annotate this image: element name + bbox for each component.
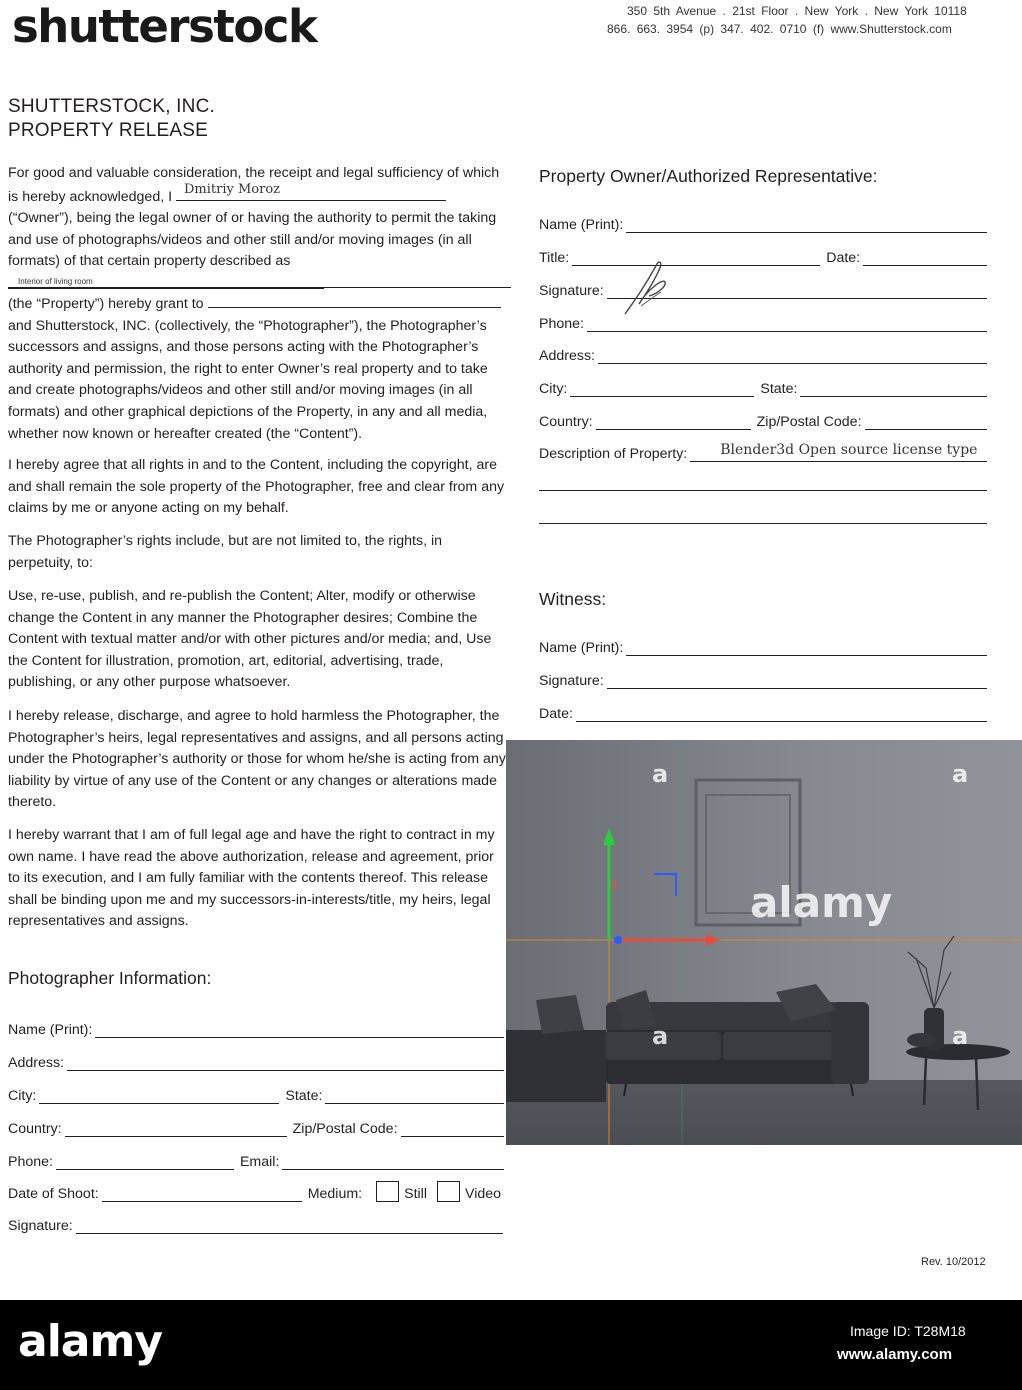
company-contact: 866. 663. 3954 (p) 347. 402. 0710 (f) www.Shutterstock.com — [607, 22, 952, 36]
witness-date-row — [539, 702, 987, 722]
alamy-url[interactable]: www.alamy.com — [837, 1346, 953, 1363]
owner-name-label: Name (Print): — [539, 217, 624, 233]
document-title: PROPERTY RELEASE — [8, 120, 208, 141]
owner-title-row — [539, 246, 987, 266]
owner-signature-label: Signature: — [539, 283, 604, 299]
photographer-address-field[interactable] — [67, 1056, 504, 1071]
owner-city-field[interactable] — [570, 382, 754, 397]
owner-date-label: Date: — [826, 250, 861, 266]
grant-text-b: (“Owner”), being the legal owner of or having the authority to permit the taking and use of photographs/videos and other still and/or moving images (in all formats) of that certain property described as — [8, 210, 497, 270]
photographer-phone-field[interactable] — [56, 1155, 234, 1170]
blank-line — [8, 287, 511, 288]
render-scene — [506, 740, 1022, 1145]
photographer-country-row — [8, 1117, 504, 1137]
photographer-address-label: Address: — [8, 1055, 64, 1071]
photographer-signature-row — [8, 1214, 503, 1234]
alamy-watermark: alamy — [750, 878, 893, 927]
owner-description-label: Description of Property: — [539, 446, 688, 462]
witness-date-field[interactable] — [576, 707, 987, 722]
owner-country-field[interactable] — [596, 415, 751, 430]
photographer-email-field[interactable] — [282, 1155, 504, 1170]
alamy-watermark-small: a — [952, 760, 969, 788]
still-checkbox[interactable] — [376, 1181, 399, 1202]
photographer-city-row — [8, 1084, 504, 1104]
rights-include-paragraph: The Photographer’s rights include, but are not limited to, the rights, in perpetuity, to: — [8, 533, 443, 571]
photographer-address-row — [8, 1051, 504, 1071]
owner-name-row — [539, 213, 987, 233]
warranty-paragraph: I hereby warrant that I am of full legal age and have the right to contract in my own name. I have read the above authorization, release and agreement, prior to its execution, and I am fully familiar with the contents thereof. This release shall be binding upon me and my successors-in-interests/title, my heirs, legal representatives and assigns. — [8, 827, 495, 930]
video-checkbox[interactable] — [437, 1181, 460, 1202]
photographer-signature-label: Signature: — [8, 1218, 73, 1234]
medium-label: Medium: — [307, 1186, 363, 1202]
living-room-render — [506, 740, 1022, 1145]
owner-phone-field[interactable] — [587, 317, 987, 332]
owner-state-label: State: — [760, 381, 798, 397]
photographer-heading: Photographer Information: — [8, 968, 212, 988]
alamy-watermark-small: a — [952, 1022, 969, 1050]
owner-country-label: Country: — [539, 414, 593, 430]
photographer-name-field[interactable] — [95, 1023, 504, 1038]
owner-phone-row — [539, 312, 987, 332]
photographer-signature-field[interactable] — [76, 1219, 503, 1234]
owner-address-row — [539, 344, 987, 364]
owner-phone-label: Phone: — [539, 316, 584, 332]
owner-name-print-field[interactable] — [626, 218, 987, 233]
owner-country-row — [539, 410, 987, 430]
grant-paragraph-cont — [8, 292, 513, 445]
owner-name-handwritten: Dmitriy Moroz — [184, 181, 281, 197]
owner-signature-field[interactable] — [607, 284, 987, 299]
photographer-email-label: Email: — [239, 1154, 280, 1170]
photographer-name-label: Name (Print): — [8, 1022, 93, 1038]
owner-zip-field[interactable] — [865, 415, 987, 430]
owner-date-field[interactable] — [863, 251, 987, 266]
photographer-city-label: City: — [8, 1088, 37, 1104]
owner-address-label: Address: — [539, 348, 595, 364]
owner-name-field — [176, 181, 446, 201]
owner-description-field[interactable] — [690, 442, 987, 462]
handwritten-signature — [619, 256, 679, 318]
owner-description-row — [539, 442, 987, 462]
owner-description-line-3 — [539, 523, 987, 524]
owner-address-field[interactable] — [598, 349, 987, 364]
photographer-name-row — [8, 1018, 504, 1038]
owner-description-line-2 — [539, 490, 987, 491]
witness-signature-field[interactable] — [607, 674, 987, 689]
photographer-country-label: Country: — [8, 1121, 62, 1137]
alamy-logo: alamy — [18, 1316, 162, 1367]
witness-name-label: Name (Print): — [539, 640, 624, 656]
photographer-zip-label: Zip/Postal Code: — [292, 1121, 398, 1137]
witness-signature-row — [539, 669, 987, 689]
grantee-field — [208, 292, 501, 308]
grant-text-c: (the “Property”) hereby grant to — [8, 296, 204, 312]
owner-state-field[interactable] — [800, 382, 987, 397]
owner-signature-row — [539, 279, 987, 299]
shoot-date-label: Date of Shoot: — [8, 1186, 99, 1202]
shoot-date-field[interactable] — [102, 1187, 302, 1202]
release-paragraph: I hereby release, discharge, and agree to hold harmless the Photographer, the Photographer’s heirs, legal representatives and assigns, and all persons acting under the Photographer’s authority or those for whom he/she is acting from any liability by virtue of any use of the Content or any changes or alterations made thereto. — [8, 708, 506, 811]
witness-heading: Witness: — [539, 589, 607, 609]
owner-title-label: Title: — [539, 250, 570, 266]
witness-signature-label: Signature: — [539, 673, 604, 689]
still-label: Still — [404, 1186, 427, 1202]
owner-description-value: Blender3d Open source license type — [720, 442, 978, 458]
photographer-country-field[interactable] — [65, 1122, 287, 1137]
owner-city-label: City: — [539, 381, 568, 397]
property-description-value: Interior of living room — [18, 276, 93, 286]
usage-paragraph: Use, re-use, publish, and re-publish the Content; Alter, modify or otherwise change the Content in any manner the Photographer desires; Combine the Content with textual matter and/or with other pictures and/or media; and, Use the Content for illustration, promotion, art, editorial, advertising, trade, publishing, or any other purpose whatsoever. — [8, 588, 492, 691]
company-title: SHUTTERSTOCK, INC. — [8, 96, 215, 117]
photographer-phone-row — [8, 1150, 504, 1170]
photographer-state-field[interactable] — [325, 1089, 504, 1104]
owner-zip-label: Zip/Postal Code: — [756, 414, 862, 430]
shutterstock-logo: shutterstock — [12, 0, 317, 53]
owner-city-row — [539, 377, 987, 397]
revision-label: Rev. 10/2012 — [921, 1256, 986, 1268]
alamy-watermark-small: a — [652, 1022, 669, 1050]
photographer-phone-label: Phone: — [8, 1154, 53, 1170]
owner-heading: Property Owner/Authorized Representative: — [539, 166, 878, 186]
photographer-zip-field[interactable] — [401, 1122, 504, 1137]
grant-paragraph — [8, 163, 513, 297]
owner-title-field[interactable] — [572, 251, 820, 266]
witness-date-label: Date: — [539, 706, 573, 722]
witness-name-field[interactable] — [626, 641, 987, 656]
video-label: Video — [464, 1186, 502, 1202]
photographer-city-field[interactable] — [39, 1089, 279, 1104]
photographer-date-row — [8, 1182, 504, 1202]
alamy-watermark-small: a — [652, 760, 669, 788]
image-id: Image ID: T28M18 — [850, 1323, 966, 1339]
company-address: 350 5th Avenue . 21st Floor . New York . New York 10118 — [627, 4, 967, 18]
grant-text-a: For good and valuable consideration, the receipt and legal sufficiency of which is hereby acknowledged, I — [8, 165, 500, 205]
photographer-state-label: State: — [285, 1088, 323, 1104]
witness-name-row — [539, 636, 987, 656]
rights-paragraph: I hereby agree that all rights in and to the Content, including the copyright, are and shall remain the sole property of the Photographer, free and clear from any claims by me or anyone acting on my behalf. — [8, 457, 505, 517]
grant-text-d: and Shutterstock, INC. (collectively, the “Photographer”), the Photographer’s successors and assigns, and those persons acting with the Photographer’s authority and permission, the right to enter Owner’s real property and to take and create photographs/videos and other still and/or moving images (in all formats) and other graphical depictions of the Property, in any and all media, whether now known or hereafter created (the “Content”). — [8, 317, 488, 442]
alamy-footer — [0, 1300, 1022, 1390]
